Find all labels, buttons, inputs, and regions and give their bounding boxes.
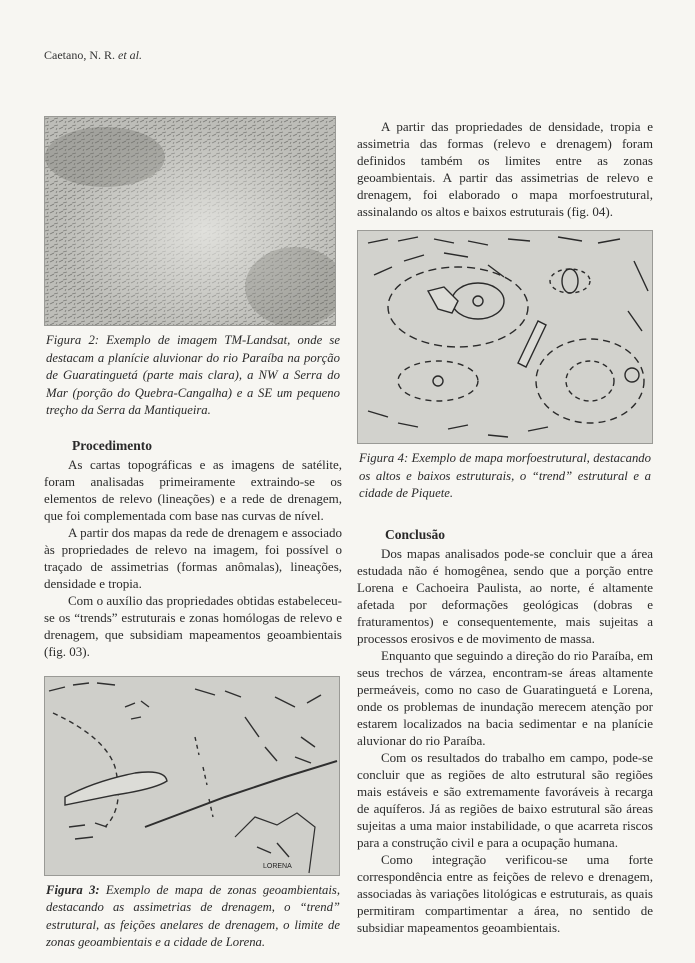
figure-3-text: Exemplo de mapa de zonas geoambientais, destacando as assimetrias de drenagem, o “trend” estrutural, as feições anelares de drenagem, o limite de zonas geoambientais e a cidade de Lorena. <box>46 882 340 949</box>
figure-3-label: Figura 3: <box>46 882 100 897</box>
right-column <box>357 118 653 936</box>
figure-2-image <box>44 116 336 326</box>
figure-4-caption <box>359 450 651 503</box>
paragraph: A partir dos mapas da rede de drenagem e associado às propriedades de relevo na imagem, foi possível o traçado de assimetrias (formas anômalas), lineações, densidade e tropia. <box>44 524 342 591</box>
figure-4-label: Figura 4: <box>359 451 409 465</box>
figure-2-text: Exemplo de imagem TM-Landsat, onde se destacam a planície aluvionar do rio Paraíba na porção de Guaratinguetá (parte mais clara), a NW a Serra do Mar (porção do Quebra-Cangalha) e a SE um pequeno treçho da Serra da Mantiqueira. <box>46 333 340 417</box>
section-heading-procedimento: Procedimento <box>72 437 152 453</box>
header-author: Caetano, N. R. <box>44 48 115 62</box>
paragraph: Como integração verificou-se uma forte correspondência entre as feições de relevo e drenagem, associadas às variações litológicas e estruturais, as quais permitiram compartimentar a área, no sentido de subsidiar mapeamentos geoambientais. <box>357 851 653 935</box>
paragraph: Com os resultados do trabalho em campo, pode-se concluir que as regiões de alto estrutural são regiões mais estáveis e são extremamente favoráveis à recarga de aquíferos. Já as regiões de baixo estrutural são áreas sujeitas a uma maior instabilidade, o que acarreta riscos para a construção civil e para a ocupação humana. <box>357 749 653 850</box>
figure-4-map <box>357 230 653 444</box>
paragraph: As cartas topográficas e as imagens de satélite, foram analisadas primeiramente extraindo-se os elementos de relevo (lineações) e a rede de drenagem, que foi complementada com base nas curvas de nível. <box>44 456 342 523</box>
figure-3-map <box>44 676 340 876</box>
paragraph: Dos mapas analisados pode-se concluir que a área estudada não é homogênea, sendo que a porção entre Lorena e Cachoeira Paulista, ao norte, é altamente afetada por deformações geológicas (dobras e fraturamentos) e consequentemente, mais sujeitas a processos erosivos e de movimento de massa. <box>357 545 653 646</box>
left-column <box>44 116 342 952</box>
section-heading-conclusao: Conclusão <box>385 526 446 542</box>
figure-4-text: Exemplo de mapa morfoestrutural, destacando os altos e baixos estruturais, o “trend” estrutural e a cidade de Piquete. <box>359 451 651 500</box>
figure-2-caption <box>46 332 340 420</box>
paragraph: A partir das propriedades de densidade, tropia e assimetria das formas (relevo e drenagem) foram definidos também os limites entre as zonas geoambientais. A partir das assimetrias de relevo e drenagem, foi elaborado o mapa morfoestrutural, assinalando os altos e baixos estruturais (fig. 04). <box>357 119 653 219</box>
figure-2-label: Figura 2: <box>46 333 100 347</box>
paragraph: Com o auxílio das propriedades obtidas estabeleceu-se os “trends” estruturais e zonas homólogas de relevo e drenagem, que subsidiam mapeamentos geoambientais (fig. 03). <box>44 592 342 659</box>
running-header <box>44 48 142 63</box>
figure-3-caption <box>46 882 340 952</box>
paragraph: Enquanto que seguindo a direção do rio Paraíba, em seus trechos de várzea, encontram-se áreas altamente permeáveis, como no caso de Guaratinguetá e Lorena, onde os problemas de inundação merecem atenção por estarem localizados na bacia sedimentar e na planície aluvionar do rio Paraíba. <box>357 647 653 748</box>
map-city-label: LORENA <box>263 862 292 870</box>
header-etal: et al. <box>118 48 142 62</box>
